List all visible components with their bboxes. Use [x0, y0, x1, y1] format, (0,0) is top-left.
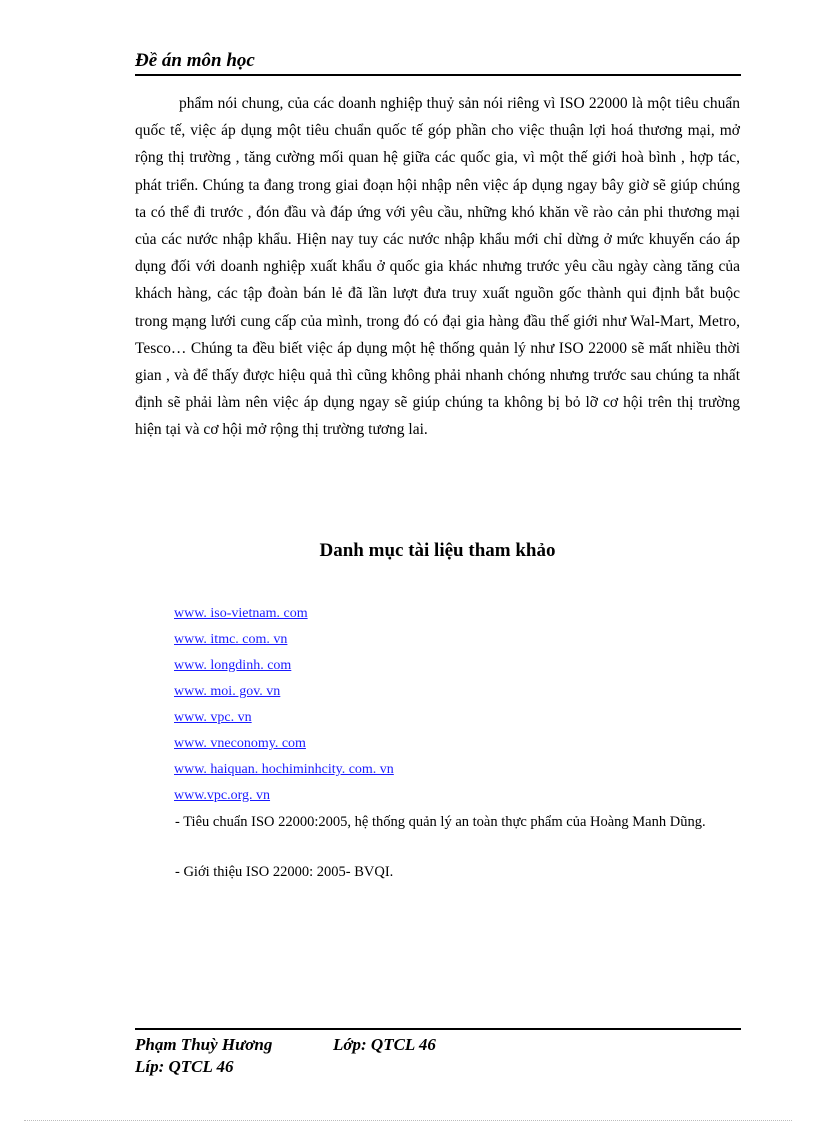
list-item [174, 656, 394, 682]
footer-author: Phạm Thuỳ Hương [135, 1035, 273, 1054]
page-edge-divider [24, 1120, 792, 1121]
reference-link-itmc[interactable]: www. itmc. com. vn [174, 632, 288, 647]
page-header [135, 48, 741, 76]
reference-links-list [174, 604, 394, 812]
reference-item-bvqi: - Giới thiệu ISO 22000: 2005- BVQI. [175, 864, 394, 880]
list-item [174, 604, 394, 630]
reference-link-longdinh[interactable]: www. longdinh. com [174, 658, 292, 673]
list-item [174, 630, 394, 656]
list-item [174, 708, 394, 734]
body-paragraph: phẩm nói chung, của các doanh nghiệp thuỷ sản nói riêng vì ISO 22000 là một tiêu chuẩn quốc tế, việc áp dụng một tiêu chuẩn quốc tế góp phần cho việc thuận lợi hoá thương mại, mở rộng thị trường , tăng cường mối quan hệ giữa các quốc gia, vì một thế giới hoà bình , hợp tác, phát triển. Chúng ta đang trong giai đoạn hội nhập nên việc áp dụng ngay bây giờ sẽ giúp chúng ta có thể đi trước , đón đầu và đáp ứng với yêu cầu, những khó khăn về rào cản phi thương mại của các nước nhập khẩu. Hiện nay tuy các nước nhập khẩu mới chỉ dừng ở mức khuyến cáo áp dụng đối với doanh nghiệp xuất khẩu ở quốc gia khác nhưng trước yêu cầu ngày càng tăng của khách hàng, các tập đoàn bán lẻ đã lần lượt đưa truy xuất nguồn gốc thành qui định bắt buộc trong mạng lưới cung cấp của mình, trong đó có đại gia hàng đầu thế giới như Wal-Mart, Metro, Tesco… Chúng ta đều biết việc áp dụng một hệ thống quản lý như ISO 22000 sẽ mất nhiều thời gian , và để thấy được hiệu quả thì cũng không phải nhanh chóng nhưng trước sau chúng ta nhất định sẽ phải làm nên việc áp dụng ngay sẽ giúp chúng ta không bị bỏ lỡ cơ hội trên thị trường hiện tại và cơ hội mở rộng thị trường tương lai. [135, 95, 740, 439]
reference-link-moi[interactable]: www. moi. gov. vn [174, 684, 281, 699]
reference-link-vneconomy[interactable]: www. vneconomy. com [174, 736, 306, 751]
reference-link-iso-vietnam[interactable]: www. iso-vietnam. com [174, 606, 308, 621]
page-footer [135, 1028, 741, 1078]
reference-item-iso-standard-text: - Tiêu chuẩn ISO 22000:2005, hệ thống quản lý an toàn thực phẩm của Hoàng Manh Dũng. [175, 814, 706, 830]
header-title: Đề án môn học [135, 50, 255, 71]
footer-class-label-alt: Líp: QTCL 46 [135, 1057, 234, 1076]
reference-link-vpc[interactable]: www. vpc. vn [174, 710, 252, 725]
footer-class-label: Lớp: QTCL 46 [333, 1035, 436, 1054]
reference-link-vpc-org[interactable]: www.vpc.org. vn [174, 788, 271, 803]
list-item [174, 760, 394, 786]
reference-link-haiquan[interactable]: www. haiquan. hochiminhcity. com. vn [174, 762, 394, 777]
reference-item-iso-standard [135, 809, 740, 835]
list-item [174, 734, 394, 760]
list-item [174, 682, 394, 708]
references-title: Danh mục tài liệu tham khảo [319, 540, 556, 561]
